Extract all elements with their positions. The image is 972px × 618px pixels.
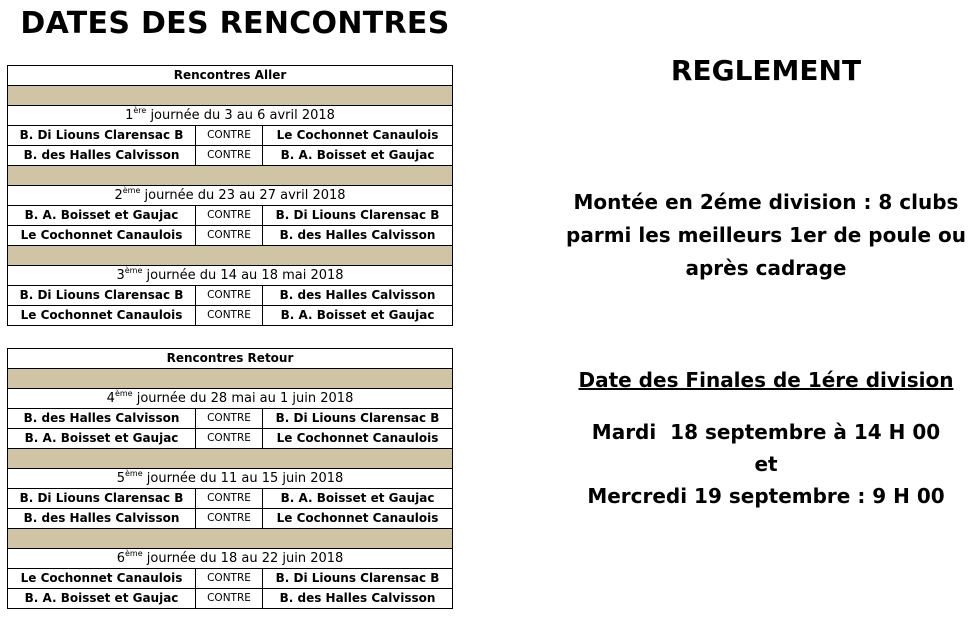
match-row <box>8 286 453 306</box>
away-team: B. A. Boisset et Gaujac <box>263 306 453 326</box>
retour-schedule-table <box>7 348 453 609</box>
separator-band <box>8 449 453 469</box>
match-row <box>8 306 453 326</box>
versus-label: CONTRE <box>196 206 263 226</box>
versus-label: CONTRE <box>196 286 263 306</box>
away-team: B. Di Liouns Clarensac B <box>263 206 453 226</box>
match-row <box>8 569 453 589</box>
separator-band <box>8 369 453 389</box>
promotion-rule-text <box>560 186 972 285</box>
match-row <box>8 126 453 146</box>
home-team: Le Cochonnet Canaulois <box>8 226 196 246</box>
match-row <box>8 489 453 509</box>
separator-band <box>8 166 453 186</box>
reglement-heading: REGLEMENT <box>670 54 862 87</box>
home-team: B. Di Liouns Clarensac B <box>8 126 196 146</box>
home-team: B. Di Liouns Clarensac B <box>8 489 196 509</box>
away-team: B. des Halles Calvisson <box>263 589 453 609</box>
home-team: B. A. Boisset et Gaujac <box>8 429 196 449</box>
away-team: B. Di Liouns Clarensac B <box>263 409 453 429</box>
away-team: B. des Halles Calvisson <box>263 286 453 306</box>
promotion-rule-line: après cadrage <box>685 256 847 280</box>
round-date: 5ème journée du 11 au 15 juin 2018 <box>8 469 453 489</box>
aller-schedule-table <box>7 65 453 326</box>
versus-label: CONTRE <box>196 489 263 509</box>
away-team: B. A. Boisset et Gaujac <box>263 146 453 166</box>
versus-label: CONTRE <box>196 429 263 449</box>
finals-date-line: Mardi 18 septembre à 14 H 00 <box>591 420 941 444</box>
page-title: DATES DES RENCONTRES <box>20 6 450 41</box>
home-team: B. A. Boisset et Gaujac <box>8 206 196 226</box>
match-row <box>8 206 453 226</box>
round-date: 3ème journée du 14 au 18 mai 2018 <box>8 266 453 286</box>
separator-band <box>8 86 453 106</box>
home-team: B. des Halles Calvisson <box>8 409 196 429</box>
promotion-rule-line: Montée en 2éme division : 8 clubs <box>573 190 959 214</box>
home-team: B. Di Liouns Clarensac B <box>8 286 196 306</box>
match-row <box>8 146 453 166</box>
finals-date-line: et <box>754 452 778 476</box>
round-date: 6ème journée du 18 au 22 juin 2018 <box>8 549 453 569</box>
promotion-rule-line: parmi les meilleurs 1er de poule ou <box>566 223 966 247</box>
table-header: Rencontres Retour <box>8 349 453 369</box>
home-team: B. des Halles Calvisson <box>8 509 196 529</box>
versus-label: CONTRE <box>196 306 263 326</box>
away-team: Le Cochonnet Canaulois <box>263 126 453 146</box>
separator-band <box>8 529 453 549</box>
home-team: Le Cochonnet Canaulois <box>8 569 196 589</box>
versus-label: CONTRE <box>196 226 263 246</box>
separator-band <box>8 246 453 266</box>
away-team: B. Di Liouns Clarensac B <box>263 569 453 589</box>
match-row <box>8 509 453 529</box>
match-row <box>8 429 453 449</box>
versus-label: CONTRE <box>196 509 263 529</box>
away-team: Le Cochonnet Canaulois <box>263 509 453 529</box>
versus-label: CONTRE <box>196 146 263 166</box>
match-row <box>8 589 453 609</box>
finals-date-heading: Date des Finales de 1ére division <box>578 368 954 392</box>
round-date: 1ère journée du 3 au 6 avril 2018 <box>8 106 453 126</box>
versus-label: CONTRE <box>196 409 263 429</box>
versus-label: CONTRE <box>196 569 263 589</box>
away-team: B. des Halles Calvisson <box>263 226 453 246</box>
home-team: B. des Halles Calvisson <box>8 146 196 166</box>
table-header: Rencontres Aller <box>8 66 453 86</box>
home-team: Le Cochonnet Canaulois <box>8 306 196 326</box>
round-date: 4ème journée du 28 mai au 1 juin 2018 <box>8 389 453 409</box>
round-date: 2ème journée du 23 au 27 avril 2018 <box>8 186 453 206</box>
versus-label: CONTRE <box>196 126 263 146</box>
home-team: B. A. Boisset et Gaujac <box>8 589 196 609</box>
match-row <box>8 409 453 429</box>
versus-label: CONTRE <box>196 589 263 609</box>
away-team: B. A. Boisset et Gaujac <box>263 489 453 509</box>
match-row <box>8 226 453 246</box>
away-team: Le Cochonnet Canaulois <box>263 429 453 449</box>
finals-date-line: Mercredi 19 septembre : 9 H 00 <box>587 484 945 508</box>
